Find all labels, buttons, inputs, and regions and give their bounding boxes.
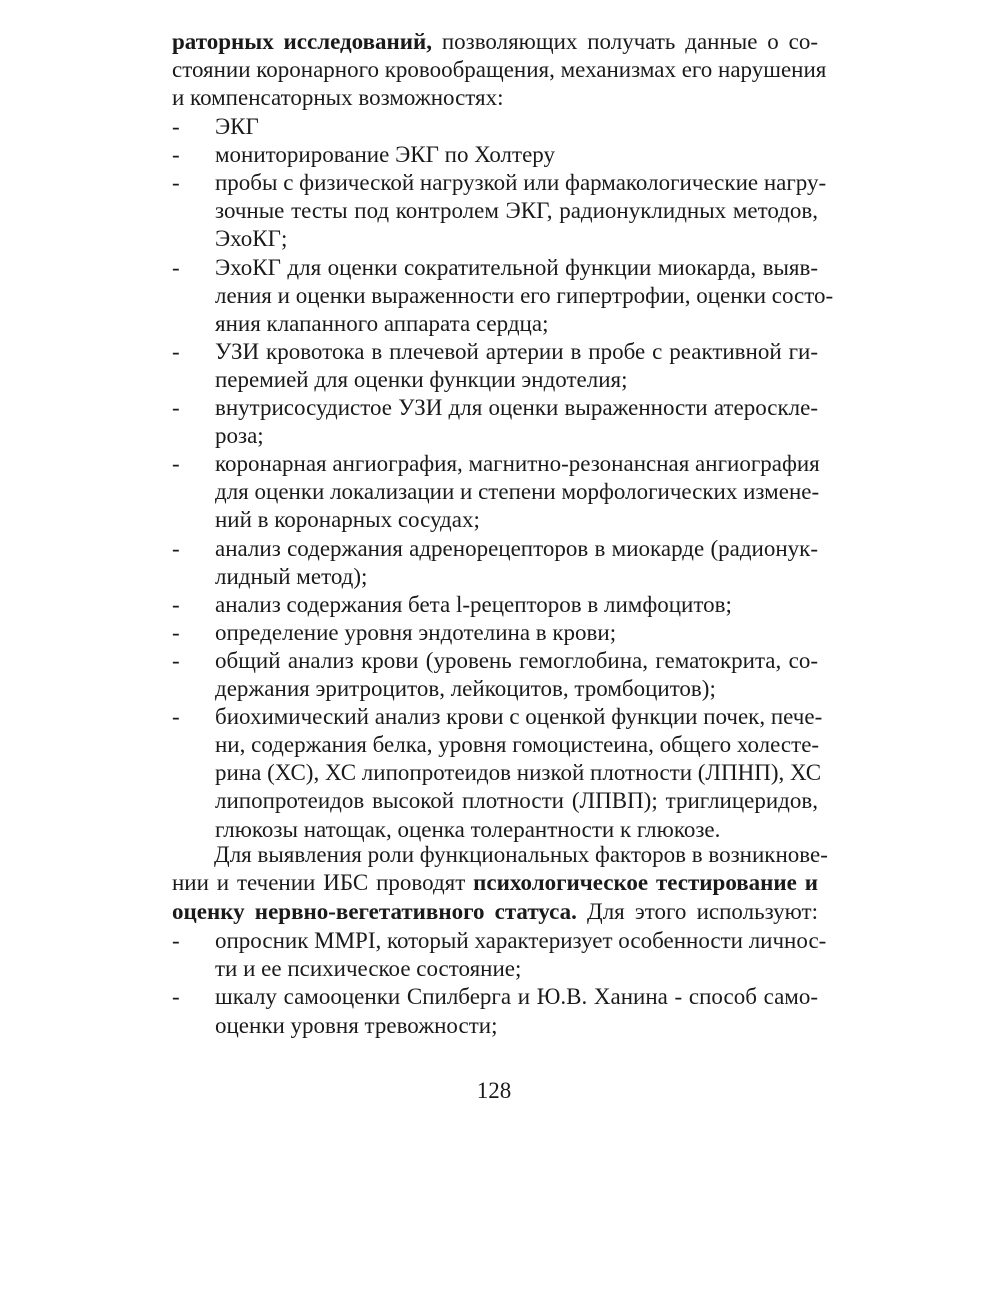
para-line-1: Для выявления роли функциональных факторов в возникнове- (214, 842, 828, 867)
list-item-line: зочные тесты под контролем ЭКГ, радионуклидных методов, (215, 198, 818, 224)
intro-line-2: стоянии коронарного кровообращения, механизмах его нарушения (172, 57, 827, 82)
list-dash: - (172, 142, 180, 168)
list-item-line: анализ содержания бета l-рецепторов в лимфоцитов; (215, 591, 732, 617)
list-item-line: шкалу самооценки Спилберга и Ю.В. Ханина - способ само- (215, 984, 818, 1010)
list-item-line: ний в коронарных сосудах; (215, 507, 480, 533)
list-item-line: перемией для оценки функции эндотелия; (215, 366, 628, 392)
list-item-line: липопротеидов высокой плотности (ЛПВП); триглицеридов, (215, 788, 818, 814)
list-item-line: рина (ХС), ХС липопротеидов низкой плотности (ЛПНП), ХС (215, 760, 822, 786)
list-item-line: анализ содержания адренорецепторов в миокарде (радионук- (215, 535, 818, 561)
intro-line-1-text: позволяющих получать данные о со- (432, 29, 818, 54)
list-dash: - (172, 591, 180, 617)
list-dash: - (172, 114, 180, 139)
list-dash: - (172, 254, 180, 280)
para-bold-2: оценку нервно-вегетативного статуса. (172, 899, 577, 924)
para-bold-1: психологическое тестирование и (473, 870, 819, 895)
intro-line-1 (172, 28, 818, 56)
intro-bold-term: раторных исследований, (172, 29, 432, 54)
list-item-line: глюкозы натощак, оценка толерантности к глюкозе. (215, 816, 721, 842)
list-item-line: для оценки локализации и степени морфологических измене- (215, 479, 820, 505)
para-line-3-text: Для этого используют: (576, 899, 818, 924)
list-item-line: ления и оценки выраженности его гипертрофии, оценки состо- (215, 282, 834, 308)
list-item-line: ни, содержания белка, уровня гомоцистеина, общего холесте- (215, 732, 820, 758)
list-item-line: коронарная ангиография, магнитно-резонансная ангиография (215, 451, 820, 477)
list-dash: - (172, 170, 180, 196)
intro-line-3: и компенсаторных возможностях: (172, 85, 504, 110)
para-line-2-text: нии и течении ИБС проводят (172, 870, 474, 895)
list-item-line: ти и ее психическое состояние; (215, 956, 522, 982)
list-dash: - (172, 451, 180, 477)
list-item-line: опросник MMPI, который характеризует особенности личнос- (215, 928, 827, 953)
list-item-line: ЭКГ (215, 114, 259, 139)
list-item-line: ЭхоКГ; (215, 226, 288, 252)
list-item-line: определение уровня эндотелина в крови; (215, 619, 617, 645)
list-item-line: оценки уровня тревожности; (215, 1012, 498, 1038)
list-item-line: биохимический анализ крови с оценкой функции почек, пече- (215, 704, 823, 730)
page-number: 128 (476, 1078, 512, 1103)
list-dash: - (172, 619, 180, 645)
para-line-3 (172, 898, 818, 926)
list-dash: - (172, 704, 180, 730)
list-item-line: ЭхоКГ для оценки сократительной функции миокарда, выяв- (215, 254, 818, 280)
list-item-line: мониторирование ЭКГ по Холтеру (215, 142, 555, 168)
list-item-line: роза; (215, 423, 264, 449)
list-item-line: внутрисосудистое УЗИ для оценки выраженности атероскле- (215, 395, 818, 420)
list-dash: - (172, 395, 180, 420)
list-dash: - (172, 984, 180, 1010)
list-dash: - (172, 535, 180, 561)
list-item-line: яния клапанного аппарата сердца; (215, 310, 549, 336)
list-dash: - (172, 338, 180, 364)
list-item-line: держания эритроцитов, лейкоцитов, тромбоцитов); (215, 676, 716, 701)
list-item-line: общий анализ крови (уровень гемоглобина, гематокрита, со- (215, 647, 818, 673)
para-line-2 (172, 869, 818, 897)
list-item-line: лидный метод); (215, 563, 368, 589)
list-item-line: пробы с физической нагрузкой или фармакологические нагру- (215, 170, 827, 196)
list-dash: - (172, 647, 180, 673)
list-dash: - (172, 928, 180, 953)
list-item-line: УЗИ кровотока в плечевой артерии в пробе с реактивной ги- (215, 338, 818, 364)
